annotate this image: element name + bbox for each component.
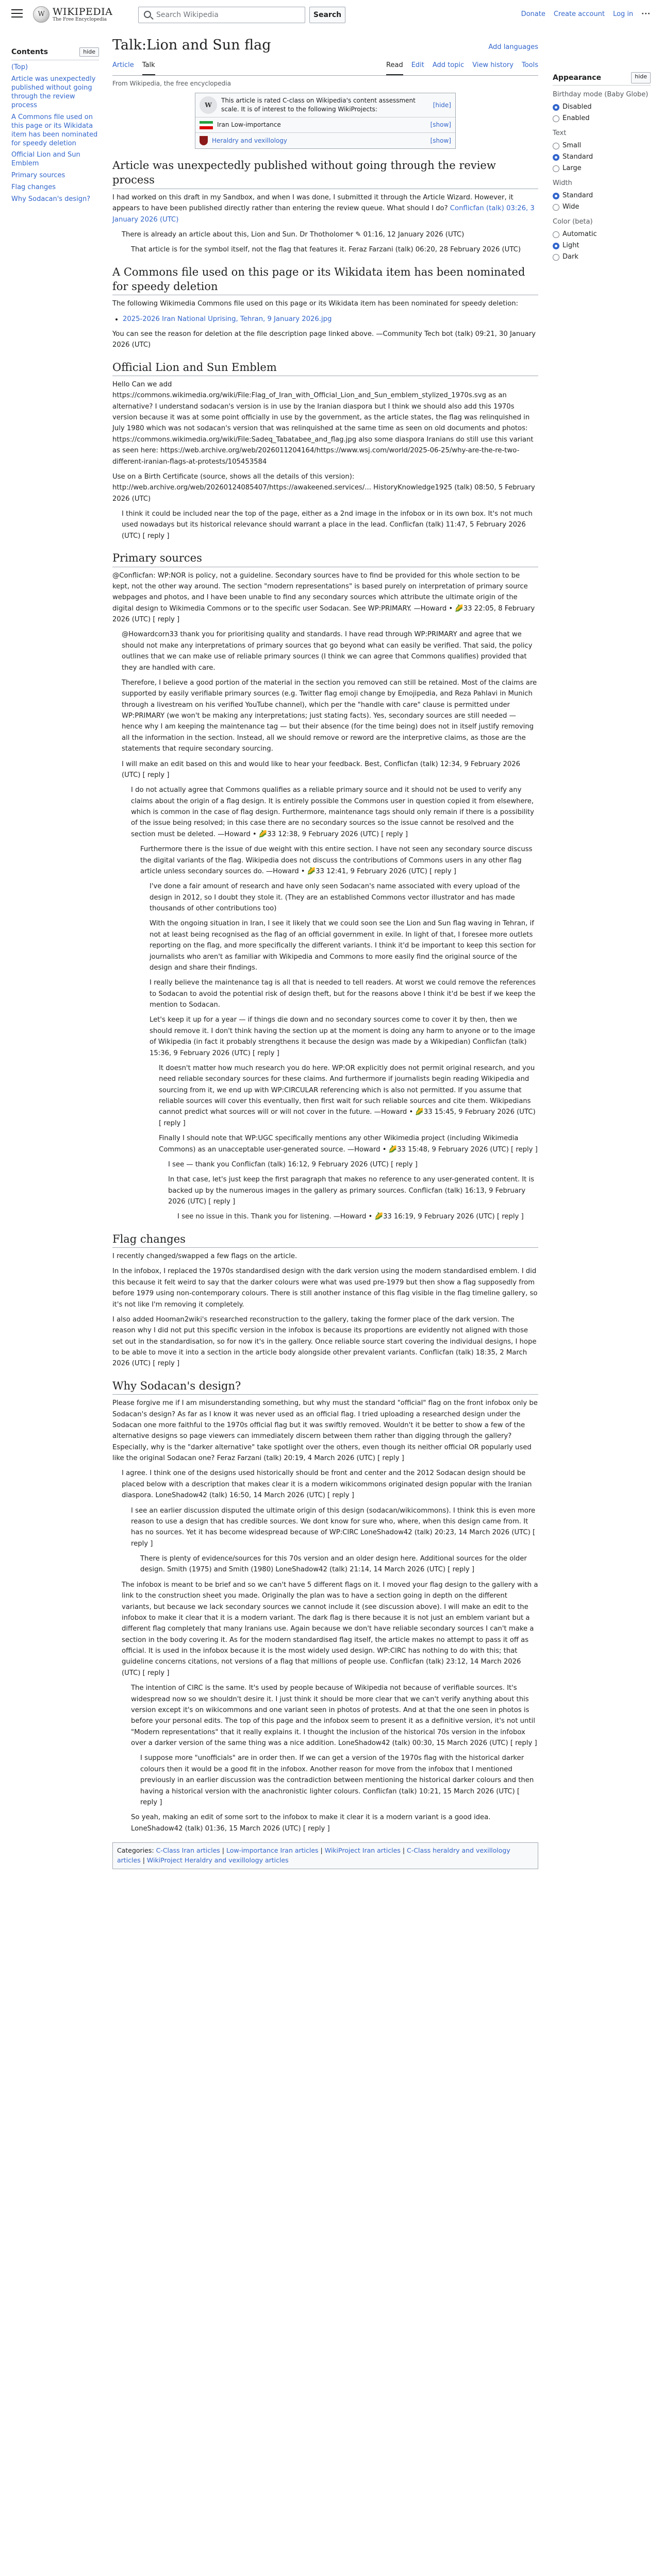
search-placeholder: Search Wikipedia xyxy=(156,10,219,19)
comment: Hello Can we add https://commons.wikimedia.org/wiki/File:Flag_of_Iran_with_Official_Lion_and_Sun_emblem_stylized_1970s.svg as an alternative? I understand sodacan's version is in use by the Iranian diaspora but I think we should also add this 1970s version because it was at some point officially in use by the government, as the article states, the flag was relinquished in July 1980 which was not sodacan's version that was relinquished at the same time as seen on old documents and photos: https://commons.wikimedia.org/wiki/File:Sadeq_Tabatabee_and_flag.jpg also some diaspora Iranians do still use this variant as seen here: https://web.archive.org/web/2026011204164/https://www.wsj.com/world/2025-06-25/why-are-the-re-two-different-iranian-flags-at-protests/105453584 xyxy=(112,380,534,466)
section-title: Article was unexpectedly published without going through the review process xyxy=(112,159,496,187)
banner-show-link[interactable]: [show] xyxy=(430,121,451,129)
section-heading xyxy=(112,1379,538,1395)
site-header xyxy=(0,0,662,29)
toc-item[interactable]: Official Lion and Sun Emblem xyxy=(11,151,80,168)
color-automatic-option[interactable] xyxy=(553,229,651,240)
toc-item[interactable]: (Top) xyxy=(11,63,28,72)
signature[interactable]: Conflicfan (talk) 03:26, 3 January 2026 (UTC) xyxy=(112,205,535,224)
radio-icon xyxy=(553,254,559,261)
radio-icon xyxy=(553,193,559,199)
comment: @Howardcorn33 thank you for prioritising quality and standards. I have read through WP:PRIMARY and agree that we should not make any interpretations of primary sources that go beyond what can easily be verified. That said, the policy outlines that we can make use of reliable primary sources (I think we can agree that Commons qualifies) provided that they are handled with care. xyxy=(122,631,533,672)
wikiproject-heraldry-text[interactable]: Heraldry and vexillology xyxy=(212,137,287,144)
main-menu-icon[interactable] xyxy=(11,9,23,19)
comment: I've done a fair amount of research and have only seen Sodacan's name associated with every upload of the design in 2012, so I doubt they stole it. (They are an established Commons vector illustrator and has made thousands of other contributions too) xyxy=(150,883,520,913)
color-dark-option[interactable] xyxy=(553,251,651,263)
add-languages-button[interactable]: Add languages xyxy=(488,43,538,52)
comment: The intention of CIRC is the same. It's used by people because of Wikipedia not because of verifiable sources. It's widespread now so we shouldn't desire it. I just think it should be more clear that we can't verify anything about this version except it's on wikicommons and one variant seen in photos of protests. And at that the one seen in photos is before your personal edits. The top of this page and the infobox seem to present it as a definitive version, it's not until "Modern representations" that it really explains it. I thought the inclusion of the historical 70s version in the infobox over a darker version of the same thing was a nice addition. LoneShadow42 (talk) 00:30, 15 March 2026 (UTC) [ reply ] xyxy=(131,1684,537,1748)
wikipedia-globe-icon: W xyxy=(33,6,49,23)
comment: Let's keep it up for a year — if things die down and no secondary sources come to cover it by then, then we should remove it. I don't think having the section up at the moment is doing any harm to anyone or to the image of Wikipedia (in fact it probably strengthens it because the design was made by a Wikipedian) Conflicfan (talk) 15:36, 9 February 2026 (UTC) [ reply ] xyxy=(150,1016,536,1057)
appearance-header xyxy=(553,72,651,86)
birthday-disabled-option[interactable] xyxy=(553,101,651,113)
logo-wordmark: WIKIPEDIA xyxy=(53,6,113,18)
categories-label: Categories: xyxy=(117,1846,154,1855)
tab-view-history[interactable]: View history xyxy=(472,61,514,70)
width-group-label: Width xyxy=(553,179,572,188)
assessment-row xyxy=(195,93,455,117)
search-icon xyxy=(144,11,151,18)
color-group-label xyxy=(553,217,651,228)
radio-icon xyxy=(553,204,559,211)
radio-icon xyxy=(553,104,559,111)
radio-icon xyxy=(553,115,559,122)
radio-icon xyxy=(553,231,559,238)
donate-link[interactable]: Donate xyxy=(521,10,545,18)
shield-icon xyxy=(200,136,208,145)
category-link[interactable]: C-Class heraldry and vexillology articles xyxy=(117,1846,510,1864)
section-title: Primary sources xyxy=(112,552,202,565)
toc-header xyxy=(11,46,99,60)
comment: You can see the reason for deletion at the file description page linked above. —Community Tech bot (talk) 09:21, 30 January 2026 (UTC) xyxy=(112,330,536,349)
option-label: Large xyxy=(562,164,582,173)
tab-add-topic[interactable]: Add topic xyxy=(432,61,465,70)
assessment-text: This article is rated C-class on Wikipedia's content assessment scale. It is of interest to the following WikiProjects: xyxy=(221,97,416,113)
comment-text: I had worked on this draft in my Sandbox, and when I was done, I submitted it through the Article Wizard. However, it appears to have been published directly rather than entering the review queue. What should I do? xyxy=(112,193,514,213)
toc-item[interactable]: A Commons file used on this page or its Wikidata item has been nominated for speedy deletion xyxy=(11,113,98,147)
radio-icon xyxy=(553,143,559,149)
appearance-title: Appearance xyxy=(553,74,601,82)
wikiproject-heraldry-row xyxy=(195,133,455,148)
toc-list xyxy=(11,63,99,204)
comment: So yeah, making an edit of some sort to the infobox to make it clear it is a modern variant is a good idea. LoneShadow42 (talk) 01:36, 15 March 2026 (UTC) [ reply ] xyxy=(131,1814,491,1833)
comment: I also added Hooman2wiki's researched reconstruction to the gallery, taking the former place of the dark version. The reason why I did not put this specific version in the infobox is because its proportions are evidently not aligned with those set out in the standardisation, so for now it's in the gallery. Once reliable source start covering the individual designs, I hope to be able to move it into a section in the article body alongside other prevalent variants. Conflicfan (talk) 18:35, 2 March 2026 (UTC) [ reply ] xyxy=(112,1315,537,1368)
iran-flag-icon xyxy=(200,121,213,129)
main-content xyxy=(112,29,538,1869)
color-beta-note: (beta) xyxy=(572,218,593,226)
login-link[interactable]: Log in xyxy=(613,10,634,18)
width-standard-option[interactable] xyxy=(553,190,651,201)
birthday-enabled-option[interactable] xyxy=(553,113,651,124)
user-links xyxy=(521,9,651,20)
create-account-link[interactable]: Create account xyxy=(553,10,605,18)
page-tabs xyxy=(112,58,538,76)
table-of-contents xyxy=(11,46,99,207)
comment xyxy=(112,192,538,225)
comment: There is plenty of evidence/sources for this 70s version and an older design here. Additional sources for the older design. Smith (1975) and Smith (1980) LoneShadow42 (talk) 21:14, 14 March 2026 (UTC) [ reply ] xyxy=(140,1555,527,1574)
category-link[interactable]: WikiProject Iran articles xyxy=(324,1846,401,1855)
page-title xyxy=(112,29,538,56)
option-label: Standard xyxy=(562,192,593,200)
toc-item[interactable]: Article was unexpectedly published without going through the review process xyxy=(11,75,96,109)
from-wikipedia: From Wikipedia, the free encyclopedia xyxy=(112,80,231,88)
option-label: Light xyxy=(562,242,580,250)
option-label: Dark xyxy=(562,253,578,261)
wikipedia-logo[interactable] xyxy=(33,6,112,23)
wikipedia-puzzle-icon: W xyxy=(200,96,217,114)
tab-tools[interactable]: Tools xyxy=(521,61,538,70)
banner-hide-link[interactable]: [hide] xyxy=(433,101,451,109)
comment: Finally I should note that WP:UGC specifically mentions any other Wikimedia project (including Wikimedia Commons) as an unacceptable user-generated source. —Howard • 🌽33 15:48, 9 February 2026 (UTC) [ reply ] xyxy=(159,1134,538,1154)
comment: With the ongoing situation in Iran, I see it likely that we could soon see the Lion and Sun flag waving in Tehran, if not at least being recognised as the flag of an official government in exile. In light of that, I foresee more outlets reporting on the flag, and more specifically the different variants. I think it'd be important to keep this section for journalists who aren't as familiar with Wikipedia and Commons to more easily find the original source of the design and share their findings. xyxy=(150,920,536,972)
comment: I see no issue in this. Thank you for listening. —Howard • 🌽33 16:19, 9 February 2026 (UTC) [ reply ] xyxy=(177,1213,524,1221)
comment: I do not actually agree that Commons qualifies as a reliable primary source and it should not be used to verify any claims about the origin of a flag design. It is entirely possible the Commons user in question copied it from elsewhere, which is common in the case of flag design. Furthermore, maintenance tags should only remain if there is a possibility of the issue being resolved; in this case there are no secondary sources so the issue cannot be resolved and the section must be deleted. —Howard • 🌽33 12:38, 9 February 2026 (UTC) [ reply ] xyxy=(131,786,534,838)
text-small-option[interactable] xyxy=(553,140,651,151)
tab-talk[interactable]: Talk xyxy=(142,60,155,75)
option-label: Standard xyxy=(562,153,593,161)
comment: I will make an edit based on this and would like to hear your feedback. Best, Conflicfan (talk) 12:34, 9 February 2026 (UTC) [ reply ] xyxy=(122,760,521,779)
commons-file-link[interactable]: 2025-2026 Iran National Uprising, Tehran, 9 January 2026.jpg xyxy=(123,315,332,323)
section-heading xyxy=(112,158,538,189)
comment: Therefore, I believe a good portion of the material in the section you removed can still be retained. Most of the claims are supported by easily verifiable primary sources (e.g. Twitter flag emoji change by Emojipedia, and Reza Pahlavi in Munich through a livestream on his verified YouTube channel), which per the "handle with care" clause is permitted under WP:PRIMARY (we won't be making any interpretations; just stating facts). Yes, secondary sources are still needed — hence why I am keeping the maintenance tag — but their absence (for the time being) does not in itself justify removing all the information in the section. Instead, all we should remove or reword are the interpretive claims, as those are the statements that require secondary sourcing. xyxy=(122,679,537,753)
section-heading xyxy=(112,551,538,567)
text-group-label: Text xyxy=(553,129,567,138)
comment: There is already an article about this, Lion and Sun. Dr Thotholomer ✎ 01:16, 12 January 2026 (UTC) xyxy=(122,230,465,239)
comment: I see an earlier discussion disputed the ultimate origin of this design (sodacan/wikicommons). I think this is even more reason to use a design that has credible sources. We dont know for sure who, where, when this design came from. It has no sources. Yet it has become widespread because of WP:CIRC LoneShadow42 (talk) 20:23, 14 March 2026 (UTC) [ reply ] xyxy=(131,1506,536,1548)
section-title: Official Lion and Sun Emblem xyxy=(112,361,277,374)
color-light-option[interactable] xyxy=(553,240,651,251)
text-standard-option[interactable] xyxy=(553,151,651,163)
category-link[interactable]: C-Class Iran articles xyxy=(156,1846,220,1855)
comment: Use on a Birth Certificate (source, shows all the details of this version): http://web.archive.org/web/20260124085407/https://awakeened.services/... HistoryKnowledge1925 (talk) 08:50, 5 February 2026 (UTC) xyxy=(112,472,535,503)
section-heading xyxy=(112,265,538,296)
banner-show-link[interactable]: [show] xyxy=(430,137,451,144)
option-label: Disabled xyxy=(562,103,592,111)
section-title: Why Sodacan's design? xyxy=(112,1379,241,1392)
section-title: A Commons file used on this page or its Wikidata item has been nominated for speedy deletion xyxy=(112,265,525,293)
radio-icon xyxy=(553,243,559,249)
toc-item[interactable]: Why Sodacan's design? xyxy=(11,195,91,203)
comment: Please forgive me if I am misunderstanding something, but why must the standard "official" flag on the front infobox only be Sodacan's design? As far as I know it was never used as an official flag. I tried uploading a researched design under the Sodacan one more faithful to the 1970s official flag but it was swiftly removed. Wouldn't it be better to show a few of the alternative designs so page viewers can immediately discern between them rather than digging through the gallery? Especially, why is the "darker alternative" take spotlight over the others, even though its neither official OR popularly used like the original Sodacan one? Feraz Farzani (talk) 20:19, 4 March 2026 (UTC) [ reply ] xyxy=(112,1399,538,1463)
search-input[interactable] xyxy=(138,7,305,23)
toc-title: Contents xyxy=(11,48,48,56)
comment: I recently changed/swapped a few flags on the article. xyxy=(112,1252,297,1261)
wikiproject-iran-text: Iran Low-importance xyxy=(217,121,281,129)
toc-item[interactable]: Primary sources xyxy=(11,172,65,180)
tab-article[interactable]: Article xyxy=(112,61,134,70)
option-label: Wide xyxy=(562,203,580,211)
section-heading xyxy=(112,360,538,376)
section-title: Flag changes xyxy=(112,1232,186,1245)
categories-box: Categories: C-Class Iran articles | Low-importance Iran articles | WikiProject Iran articles | C-Class heraldry and vexillology articles | WikiProject Heraldry and vexillology articles xyxy=(112,1842,538,1869)
radio-icon xyxy=(553,154,559,161)
search-button[interactable]: Search xyxy=(309,7,345,23)
width-wide-option[interactable] xyxy=(553,201,651,213)
category-link[interactable]: Low-importance Iran articles xyxy=(226,1846,319,1855)
page-title-text: Talk:Lion and Sun flag xyxy=(112,37,271,53)
toc-item[interactable]: Flag changes xyxy=(11,183,56,192)
comment: I suppose more "unofficials" are in order then. If we can get a version of the 1970s flag with the historical darker colours then it would be a good fit in the infobox. Another reason for move from the infobox that I mentioned previously in an earlier discussion was the contradiction between mentioning the historical darker colours and then having a historical version with the anachronistic lighter colours. Conflicfan (talk) 10:21, 15 March 2026 (UTC) [ reply ] xyxy=(140,1754,534,1806)
birthday-group-label: Birthday mode (Baby Globe) xyxy=(553,91,649,99)
comment: Furthermore there is the issue of due weight with this entire section. I have not seen any secondary source discuss the digital variants of the flag. Wikipedia does not discuss the contributions of Commons users in any other flag article unless secondary sources do. —Howard • 🌽33 12:41, 9 February 2026 (UTC) [ reply ] xyxy=(140,845,533,875)
option-label: Enabled xyxy=(562,114,590,123)
comment: I see — thank you Conflicfan (talk) 16:12, 9 February 2026 (UTC) [ reply ] xyxy=(168,1160,418,1168)
comment: It doesn't matter how much research you do here. WP:OR explicitly does not permit original research, and you need reliable secondary sources for these claims. And furthermore if journalists begin reading Wikipedia and sourcing from it, we end up with WP:CIRCULAR referencing which is also not permitted. If you assume that reliable sources will cover this eventually, then first wait for such reliable sources and cite them. Wikipedians cannot predict what sources will or will not cover in the future. —Howard • 🌽33 15:45, 9 February 2026 (UTC) [ reply ] xyxy=(159,1064,536,1127)
category-link[interactable]: WikiProject Heraldry and vexillology articles xyxy=(146,1856,289,1864)
comment: I agree. I think one of the designs used historically should be front and center and the 2012 Sodacan design should be placed below with a description that makes clear it is a modern wikicommons originated design popular with the Iranian diaspora. LoneShadow42 (talk) 16:50, 14 March 2026 (UTC) [ reply ] xyxy=(122,1469,532,1500)
tab-edit[interactable]: Edit xyxy=(411,61,424,70)
toc-hide-button[interactable]: hide xyxy=(79,47,99,57)
radio-icon xyxy=(553,165,559,172)
comment: I think it could be included near the top of the page, either as a 2nd image in the infobox or in its own box. It's not much used nowadays but its historical relevance should warrant a place in the lead. Conflicfan (talk) 11:47, 5 February 2026 (UTC) [ reply ] xyxy=(122,510,533,540)
tab-read[interactable]: Read xyxy=(386,60,403,75)
text-large-option[interactable] xyxy=(553,163,651,174)
comment: @Conflicfan: WP:NOR is policy, not a guideline. Secondary sources have to find be provided for this whole section to be kept, not the other way around. The section "modern representations" is based purely on interpretation of primary source webpages and photos, and I have been unable to find any secondary sources which attribute the ultimate origin of the digital design to Wikimedia Commons or to the specific user Sodacan. See WP:PRIMARY. —Howard • 🌽33 22:05, 8 February 2026 (UTC) [ reply ] xyxy=(112,571,535,624)
comment: I really believe the maintenance tag is all that is needed to tell readers. At worst we could remove the references to Sodacan to avoid the potential risk of design theft, but for the reasons above I think it'd be best if we keep the mention to Sodacan. xyxy=(150,979,536,1009)
appearance-hide-button[interactable]: hide xyxy=(631,72,651,83)
deletion-list xyxy=(123,314,538,325)
more-options-icon[interactable]: ··· xyxy=(641,10,651,18)
logo-tagline: The Free Encyclopedia xyxy=(53,17,107,22)
option-label: Small xyxy=(562,142,582,150)
wikiproject-iran-row xyxy=(195,117,455,133)
comment: In the infobox, I replaced the 1970s standardised design with the dark version using the modern standardised emblem. I did this because it felt weird to say that the darker colours were what was used pre-1979 but then show a flag supposedly from before 1979 using non-contemporary colours. There is still another instance of this flag visible in the flag timeline gallery, so it's not like I'm removing it completely. xyxy=(112,1267,538,1309)
comment: The following Wikimedia Commons file used on this page or its Wikidata item has been nominated for speedy deletion: xyxy=(112,300,518,308)
comment: In that case, let's just keep the first paragraph that makes no reference to any user-generated content. It is backed up by the numerous images in the gallery as primary sources. Conflicfan (talk) 16:13, 9 February 2026 (UTC) [ reply ] xyxy=(168,1176,535,1206)
comment: The infobox is meant to be brief and so we can't have 5 different flags on it. I moved your flag design to the gallery with a link to the construction sheet you made. Originally the plan was to have a section going in depth on the different variants, but because we lack secondary sources we cannot include it (see discussion above). I will make an edit to the infobox to make it clear that it is a modern variant. The dark flag is there because it is not just an emblem variant but a different flag completely that many Iranians use. Again because we don't have reliable secondary sources I can't make a section in the body covering it. As for the modern standardised flag itself, the article makes no attempt to pass it off as official. It is used in the infobox because it is the most widely used design. WP:CIRC has nothing to do with this; that guideline concerns citations, not versions of a flag that millions of people use. Conflicfan (talk) 23:12, 14 March 2026 (UTC) [ reply ] xyxy=(122,1581,538,1677)
comment: That article is for the symbol itself, not the flag that features it. Feraz Farzani (talk) 06:20, 28 February 2026 (UTC) xyxy=(131,246,521,254)
color-group-title: Color xyxy=(553,218,570,226)
wikiproject-banner xyxy=(195,93,456,149)
section-heading xyxy=(112,1232,538,1248)
appearance-panel xyxy=(553,72,651,263)
option-label: Automatic xyxy=(562,230,597,239)
